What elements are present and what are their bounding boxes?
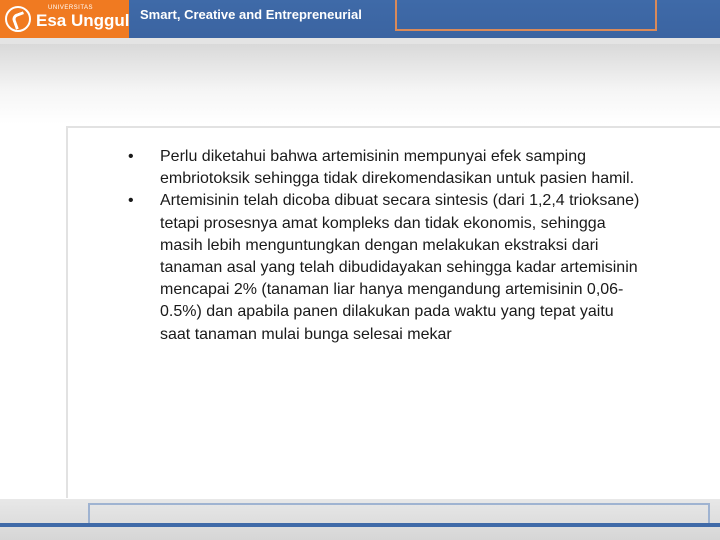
- footer-decorative-frame: [88, 503, 710, 523]
- logo-small-text: UNIVERSITAS: [48, 5, 94, 11]
- university-logo: [0, 0, 129, 38]
- logo-emblem-icon: [5, 6, 31, 32]
- bullet-text: Perlu diketahui bahwa artemisinin mempunyai efek samping embriotoksik sehingga tidak direkomendasikan untuk pasien hamil.: [160, 148, 635, 188]
- header-decorative-frame: [395, 0, 657, 31]
- list-item: [128, 190, 648, 345]
- bullet-marker: •: [128, 148, 134, 165]
- tagline: Smart, Creative and Entrepreneurial: [140, 7, 362, 22]
- footer-accent-line: [0, 523, 720, 527]
- header-bar: [0, 0, 720, 44]
- list-item: [128, 146, 648, 190]
- bullet-text: Artemisinin telah dicoba dibuat secara sintesis (dari 1,2,4 trioksane) tetapi prosesnya amat kompleks dan tidak ekonomis, sehingga masih lebih menguntungkan dengan melakukan ekstraksi dari tanaman asal yang telah dibudidayakan sehingga kadar artemisinin mencapai 2% (tanaman liar hanya mengandung artemisinin 0,06-0.5%) dan apabila panen dilakukan pada waktu yang tepat yaitu saat tanaman mulai bunga selesai mekar: [160, 192, 640, 343]
- bullet-marker: •: [128, 192, 134, 210]
- logo-text: Esa Unggul: [36, 11, 130, 30]
- bullet-list: [128, 146, 648, 346]
- top-shading: [0, 44, 720, 124]
